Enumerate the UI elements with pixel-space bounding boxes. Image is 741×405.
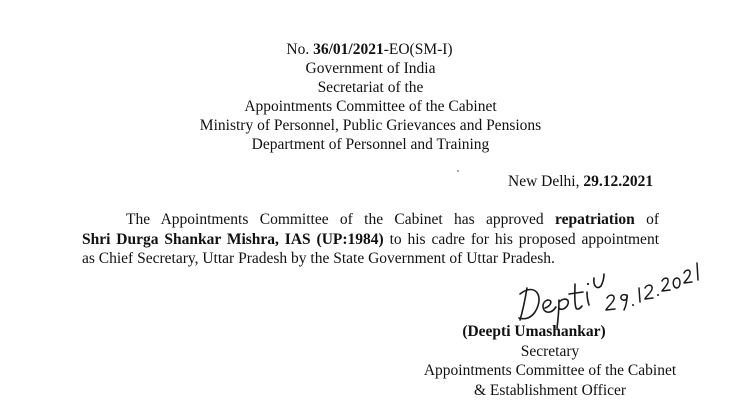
place-date bbox=[508, 173, 653, 191]
handwritten-signature bbox=[505, 250, 715, 330]
signature-stroke-d bbox=[519, 288, 539, 320]
signatory-name bbox=[368, 322, 700, 342]
secretariat-line: Secretariat of the bbox=[317, 79, 424, 96]
signatory-block bbox=[400, 322, 700, 400]
signature-stroke-i bbox=[587, 292, 589, 305]
order-number-line bbox=[0, 40, 741, 59]
signature-date-2b bbox=[645, 285, 653, 299]
signature-date-2 bbox=[606, 295, 615, 310]
scan-speck bbox=[457, 170, 459, 172]
body-line-1-c: of bbox=[634, 211, 660, 228]
body-line-1-a: The Appointments Committee of the Cabinet has approved bbox=[126, 211, 555, 228]
signature-date-0 bbox=[673, 278, 680, 288]
signature-date-2d bbox=[684, 270, 692, 283]
signatory-office: Appointments Committee of the Cabinet bbox=[423, 362, 677, 379]
signatory-name-text: (Deepti Umashankar) bbox=[462, 323, 606, 340]
body-line-2-b: to his cadre for his proposed appointment bbox=[383, 230, 659, 248]
officer-name: Shri Durga Shankar Mishra, IAS (UP:1984) bbox=[82, 230, 384, 248]
order-number-suffix: -EO(SM-I) bbox=[383, 41, 453, 58]
body-line-3: as Chief Secretary, Uttar Pradesh by the State Government of Uttar Pradesh. bbox=[82, 250, 555, 267]
signature-stroke-t bbox=[569, 284, 583, 309]
signature-date-1b bbox=[697, 263, 698, 280]
government-line: Government of India bbox=[305, 60, 436, 77]
committee-line: Appointments Committee of the Cabinet bbox=[244, 98, 497, 115]
signature-date-2c bbox=[662, 278, 670, 291]
repatriation-term: repatriation bbox=[554, 211, 635, 228]
department-line: Department of Personnel and Training bbox=[251, 136, 490, 153]
signatory-designation: Secretary bbox=[520, 342, 580, 360]
order-date: 29.12.2021 bbox=[583, 173, 654, 190]
signature-date-9 bbox=[621, 295, 627, 310]
document-header bbox=[0, 40, 741, 154]
signature-date-1a bbox=[639, 288, 640, 302]
order-number: 36/01/2021 bbox=[313, 41, 384, 58]
body-line-2 bbox=[82, 230, 659, 250]
body-line-1 bbox=[82, 210, 659, 230]
signature-stroke-e bbox=[543, 300, 556, 312]
ministry-line: Ministry of Personnel, Public Grievances and Pensions bbox=[199, 117, 542, 134]
signatory-role: & Establishment Officer bbox=[473, 381, 627, 399]
order-number-prefix: No. bbox=[286, 41, 314, 58]
place: New Delhi, bbox=[508, 173, 584, 190]
signature-stroke-u bbox=[594, 274, 604, 288]
